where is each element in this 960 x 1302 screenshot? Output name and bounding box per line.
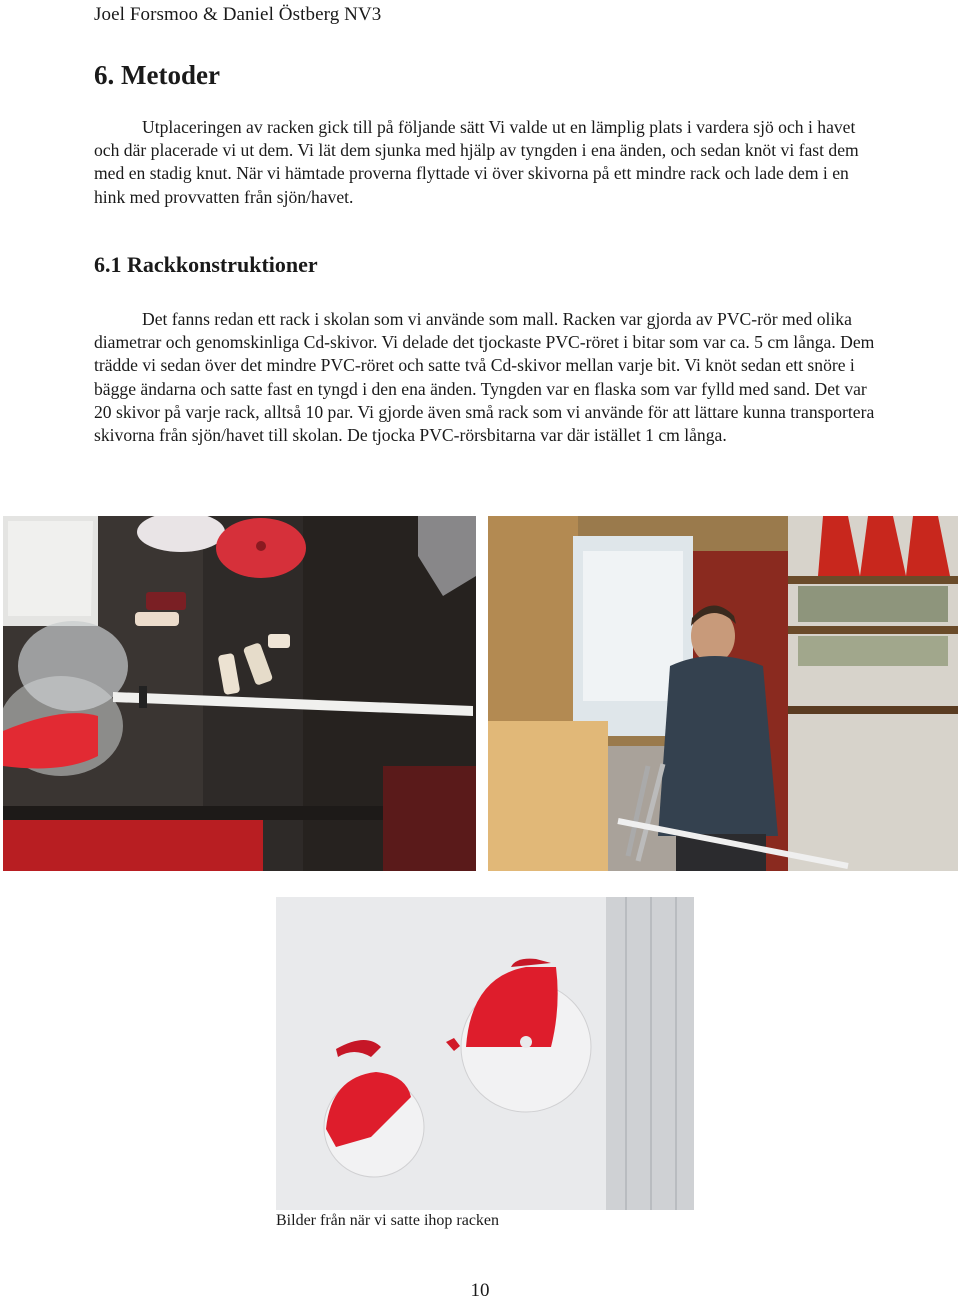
page-number: 10 (470, 1280, 490, 1301)
subsection-paragraph-text: Det fanns redan ett rack i skolan som vi använde som mall. Racken var gjorda av PVC-rör med olika diametrar och genomskinliga Cd-skivor. Vi delade det tjockaste PVC-röret i bitar som var ca. 5 cm långa. Dem trädde vi sedan över det mindre PVC-röret och satte två Cd-skivor mellan varje bit. Vi knöt sedan ett snöre i bägge ändarna och satte fast en tyngd i den ena änden. Tyngden var en flaska som var fylld med sand. Det var 20 skivor på varje rack, alltså 10 par. Vi gjorde även små rack som vi använde för att lättare kunna transportera skivorna från sjön/havet till skolan. De tjocka PVC-rörsbitarna var där istället 1 cm långa. (94, 309, 875, 446)
section-paragraph (94, 116, 884, 209)
subsection-title: 6.1 Rackkonstruktioner (94, 252, 318, 277)
page-header: Joel Forsmoo & Daniel Östberg NV3 (94, 4, 382, 25)
section-title: 6. Metoder (94, 60, 220, 90)
photo-person-rack (488, 516, 958, 871)
photo-table-discs (3, 516, 476, 871)
figure-caption: Bilder från när vi satte ihop racken (276, 1212, 500, 1229)
subsection-paragraph (94, 308, 884, 447)
photo-painted-discs (276, 897, 694, 1210)
section-paragraph-text: Utplaceringen av racken gick till på följande sätt Vi valde ut en lämplig plats i vardera sjö och i havet och där placerade vi ut dem. Vi lät dem sjunka med hjälp av tyngden i ena änden, och sedan knöt vi fast dem med en stadig knut. När vi hämtade proverna flyttade vi över skivorna på ett mindre rack och lade dem i en hink med provvatten från sjön/havet. (94, 117, 859, 207)
